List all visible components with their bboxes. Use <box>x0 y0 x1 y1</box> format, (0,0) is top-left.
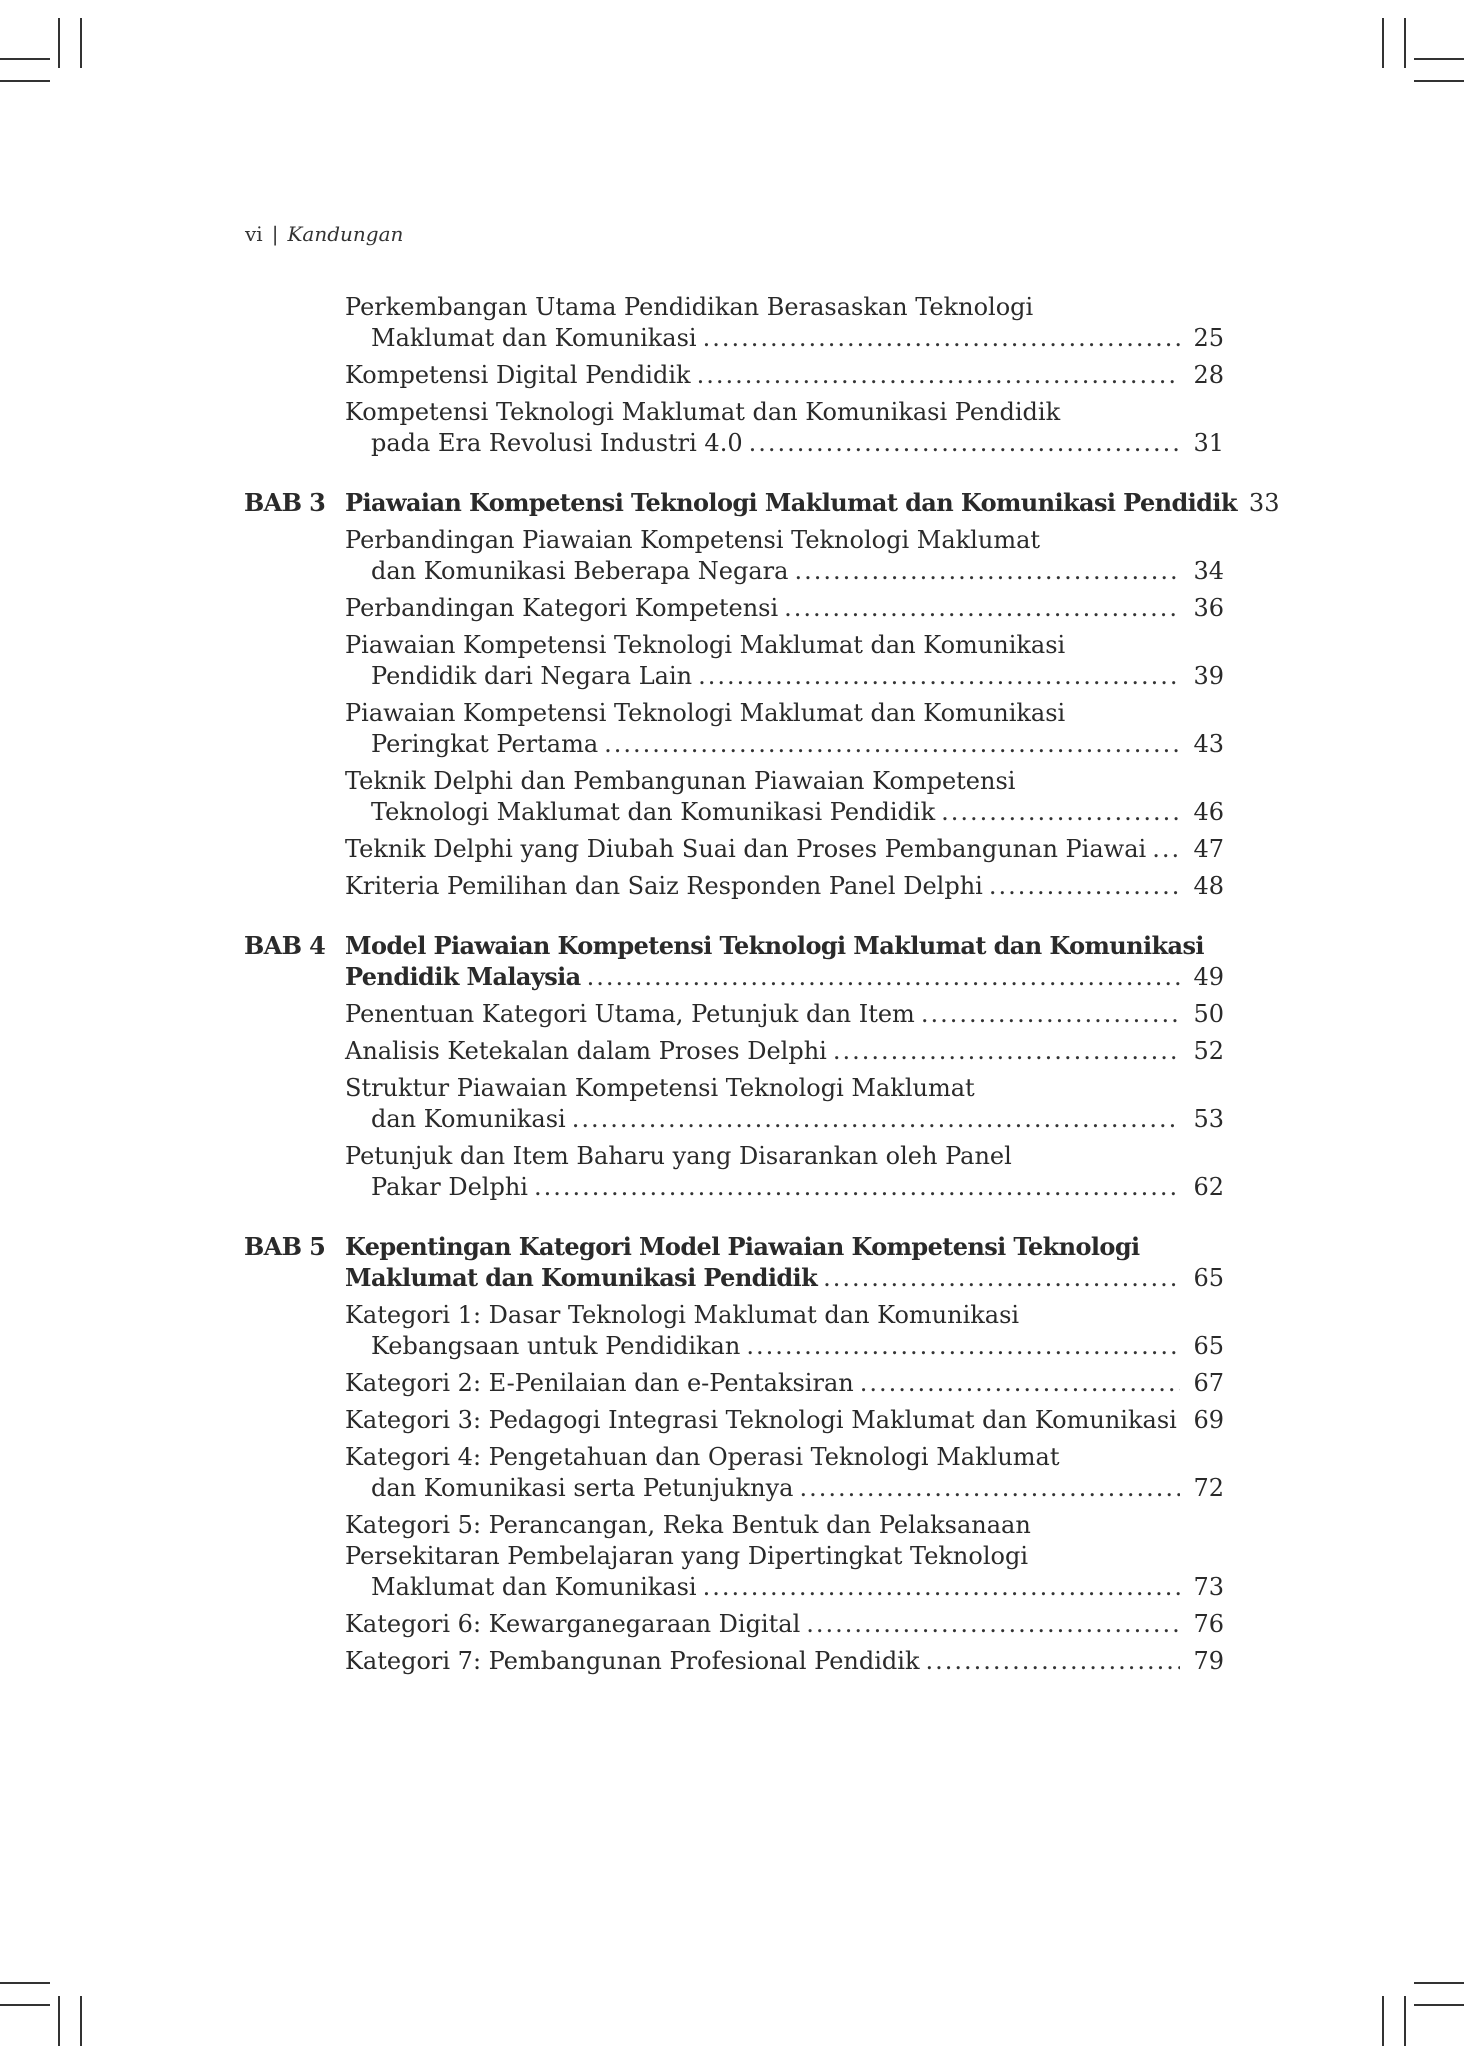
dot-leader <box>703 1572 1180 1603</box>
dot-leader <box>572 1104 1180 1135</box>
page-number: 65 <box>1193 1264 1224 1292</box>
page-number: 62 <box>1193 1173 1224 1201</box>
toc-entry-line: Kompetensi Teknologi Maklumat dan Komunikasi Pendidik <box>345 398 1061 426</box>
toc-entry-line: Kategori 5: Perancangan, Reka Bentuk dan Pelaksanaan <box>345 1511 1031 1539</box>
toc-entry-text: Maklumat dan Komunikasi <box>371 324 697 352</box>
page-number: 69 <box>1193 1406 1224 1434</box>
page-number: 43 <box>1193 730 1224 758</box>
toc-entry-tail <box>244 556 1224 587</box>
page-number: 49 <box>1193 963 1224 991</box>
page-number: 73 <box>1193 1573 1224 1601</box>
page-number: 34 <box>1193 557 1224 585</box>
dot-leader <box>746 1331 1180 1362</box>
toc-entry-tail <box>244 1405 1224 1436</box>
chapter-title-line: Kepentingan Kategori Model Piawaian Kompetensi Teknologi <box>345 1232 1140 1261</box>
chapter-title-text: Pendidik Malaysia <box>345 962 581 991</box>
crop-mark <box>80 1996 82 2046</box>
page-number: 28 <box>1193 361 1224 389</box>
toc-entry-line: Petunjuk dan Item Baharu yang Disarankan oleh Panel <box>345 1142 1012 1170</box>
toc-entry-text: Kategori 3: Pedagogi Integrasi Teknologi Maklumat dan Komunikasi <box>345 1406 1177 1434</box>
toc-entry[interactable] <box>244 292 1224 354</box>
chapter-heading[interactable] <box>244 1231 1224 1294</box>
crop-mark <box>1414 58 1464 60</box>
toc-entry-line: Kategori 4: Pengetahuan dan Operasi Teknologi Maklumat <box>345 1443 1060 1471</box>
toc-entry-line: Struktur Piawaian Kompetensi Teknologi Maklumat <box>345 1074 975 1102</box>
chapter-title-tail <box>244 961 1224 993</box>
crop-mark <box>0 1982 50 1984</box>
crop-mark <box>1414 1982 1464 1984</box>
crop-mark <box>0 2004 50 2006</box>
chapter-heading[interactable] <box>244 487 1280 519</box>
dot-leader <box>698 661 1180 692</box>
page-number: 39 <box>1193 662 1224 690</box>
toc-entry-text: Kategori 7: Pembangunan Profesional Pendidik <box>345 1647 920 1675</box>
chapter-title-tail <box>244 487 1280 519</box>
chapter-title-text: Piawaian Kompetensi Teknologi Maklumat dan Komunikasi Pendidik <box>345 488 1237 517</box>
toc-entry-text: Kebangsaan untuk Pendidikan <box>371 1332 741 1360</box>
toc-entry-tail <box>244 1473 1224 1504</box>
toc-entry-tail <box>244 834 1224 865</box>
dot-leader <box>926 1646 1180 1677</box>
toc-entry-tail <box>244 593 1224 624</box>
chapter-label: BAB 3 <box>244 488 326 517</box>
toc-entry-line: Perkembangan Utama Pendidikan Berasaskan Teknologi <box>345 293 1034 321</box>
page-number: 48 <box>1193 872 1224 900</box>
toc-entry-tail <box>244 797 1224 828</box>
toc-entry[interactable] <box>244 1609 1224 1640</box>
toc-entry-text: pada Era Revolusi Industri 4.0 <box>371 429 743 457</box>
toc-entry-text: Teknologi Maklumat dan Komunikasi Pendidik <box>371 798 936 826</box>
toc-entry[interactable] <box>244 834 1224 865</box>
toc-entry-text: Analisis Ketekalan dalam Proses Delphi <box>345 1037 827 1065</box>
toc-entry[interactable] <box>244 1368 1224 1399</box>
page-number: 76 <box>1193 1610 1224 1638</box>
toc-entry-text: dan Komunikasi <box>371 1105 566 1133</box>
dot-leader <box>823 1263 1180 1294</box>
dot-leader <box>534 1172 1180 1203</box>
toc-entry-text: Pendidik dari Negara Lain <box>371 662 693 690</box>
toc-entry-tail <box>244 1572 1224 1603</box>
dot-leader <box>784 593 1180 624</box>
crop-mark <box>1414 80 1464 82</box>
toc-entry-text: dan Komunikasi Beberapa Negara <box>371 557 789 585</box>
toc-entry-text: Teknik Delphi yang Diubah Suai dan Proses Pembangunan Piawai <box>345 835 1147 863</box>
crop-mark <box>1404 1996 1406 2046</box>
toc-entry[interactable] <box>244 1510 1224 1603</box>
toc-entry[interactable] <box>244 1036 1224 1067</box>
table-of-contents <box>244 292 1280 1683</box>
pre-items <box>244 292 1224 459</box>
crop-mark <box>58 1996 60 2046</box>
page-number: 46 <box>1193 798 1224 826</box>
chapter-section <box>244 1231 1224 1677</box>
page-number: 25 <box>1193 324 1224 352</box>
toc-entry-tail <box>244 1036 1224 1067</box>
page-number: vi <box>245 222 263 246</box>
toc-entry[interactable] <box>244 593 1224 624</box>
dot-leader <box>697 360 1180 391</box>
toc-entry[interactable] <box>244 525 1224 587</box>
page-number: 33 <box>1248 489 1280 517</box>
toc-entry[interactable] <box>244 871 1224 902</box>
toc-entry-tail <box>244 323 1224 354</box>
toc-entry-tail <box>244 1368 1224 1399</box>
running-head <box>245 222 403 246</box>
toc-entry-text: Kriteria Pemilihan dan Saiz Responden Panel Delphi <box>345 872 983 900</box>
toc-entry[interactable] <box>244 1646 1224 1677</box>
toc-entry-tail <box>244 360 1224 391</box>
toc-entry-line: Piawaian Kompetensi Teknologi Maklumat dan Komunikasi <box>345 631 1066 659</box>
toc-entry[interactable] <box>244 360 1224 391</box>
toc-entry-line: Kategori 1: Dasar Teknologi Maklumat dan Komunikasi <box>345 1301 1020 1329</box>
page-number: 53 <box>1193 1105 1224 1133</box>
chapter-title-text: Maklumat dan Komunikasi Pendidik <box>345 1263 818 1292</box>
toc-entry-line: Piawaian Kompetensi Teknologi Maklumat dan Komunikasi <box>345 699 1066 727</box>
crop-mark <box>1382 18 1384 68</box>
dot-leader <box>989 871 1180 902</box>
crop-mark <box>0 80 50 82</box>
toc-entry-text: Pakar Delphi <box>371 1173 528 1201</box>
dot-leader <box>941 797 1180 828</box>
toc-entry-text: Penentuan Kategori Utama, Petunjuk dan Item <box>345 1000 915 1028</box>
chapter-heading[interactable] <box>244 930 1224 993</box>
page-number: 72 <box>1193 1474 1224 1502</box>
crop-mark <box>0 58 50 60</box>
chapter-title-tail <box>244 1262 1224 1294</box>
dot-leader <box>1152 834 1180 865</box>
page-number: 65 <box>1193 1332 1224 1360</box>
dot-leader <box>806 1609 1180 1640</box>
crop-mark <box>1414 2004 1464 2006</box>
page-number: 79 <box>1193 1647 1224 1675</box>
toc-entry-line: Teknik Delphi dan Pembangunan Piawaian Kompetensi <box>345 767 1016 795</box>
dot-leader <box>703 323 1180 354</box>
dot-leader <box>604 729 1180 760</box>
toc-entry[interactable] <box>244 1141 1224 1203</box>
toc-entry-tail <box>244 871 1224 902</box>
separator: | <box>271 222 279 246</box>
chapters <box>244 487 1280 1677</box>
chapter-section <box>244 930 1224 1203</box>
toc-entry[interactable] <box>244 1073 1224 1135</box>
toc-entry-text: Kategori 2: E-Penilaian dan e-Pentaksiran <box>345 1369 854 1397</box>
toc-entry-tail <box>244 1609 1224 1640</box>
crop-mark <box>80 18 82 68</box>
toc-entry[interactable] <box>244 630 1224 692</box>
toc-entry[interactable] <box>244 766 1224 828</box>
chapter-label: BAB 5 <box>244 1232 326 1261</box>
toc-entry[interactable] <box>244 1442 1224 1504</box>
toc-entry-tail <box>244 1331 1224 1362</box>
toc-entry[interactable] <box>244 999 1224 1030</box>
toc-entry-line: Persekitaran Pembelajaran yang Dipertingkat Teknologi <box>345 1542 1029 1570</box>
chapter-label: BAB 4 <box>244 931 326 960</box>
toc-entry[interactable] <box>244 1300 1224 1362</box>
page-number: 67 <box>1193 1369 1224 1397</box>
toc-entry-text: Kategori 6: Kewarganegaraan Digital <box>345 1610 801 1638</box>
toc-entry[interactable] <box>244 397 1224 459</box>
toc-entry-text: Kompetensi Digital Pendidik <box>345 361 691 389</box>
toc-entry-tail <box>244 999 1224 1030</box>
chapter-section <box>244 487 1280 902</box>
dot-leader <box>794 556 1180 587</box>
toc-entry-tail <box>244 661 1224 692</box>
running-title: Kandungan <box>287 222 404 246</box>
page-number: 36 <box>1193 594 1224 622</box>
toc-entry-text: Perbandingan Kategori Kompetensi <box>345 594 779 622</box>
chapter-title-line: Model Piawaian Kompetensi Teknologi Maklumat dan Komunikasi <box>345 931 1204 960</box>
crop-mark <box>1404 18 1406 68</box>
toc-entry-tail <box>244 428 1224 459</box>
page-number: 50 <box>1193 1000 1224 1028</box>
toc-entry-tail <box>244 1172 1224 1203</box>
crop-mark <box>58 18 60 68</box>
dot-leader <box>921 999 1180 1030</box>
dot-leader <box>587 962 1180 993</box>
toc-entry-text: Maklumat dan Komunikasi <box>371 1573 697 1601</box>
dot-leader <box>749 428 1180 459</box>
page-number: 52 <box>1193 1037 1224 1065</box>
toc-entry-text: Peringkat Pertama <box>371 730 599 758</box>
dot-leader <box>833 1036 1180 1067</box>
crop-mark <box>1382 1996 1384 2046</box>
toc-entry-tail <box>244 1646 1224 1677</box>
toc-entry-text: dan Komunikasi serta Petunjuknya <box>371 1474 794 1502</box>
toc-entry-tail <box>244 1104 1224 1135</box>
toc-entry[interactable] <box>244 1405 1224 1436</box>
toc-entry-tail <box>244 729 1224 760</box>
dot-leader <box>860 1368 1180 1399</box>
toc-entry-line: Perbandingan Piawaian Kompetensi Teknologi Maklumat <box>345 526 1041 554</box>
page-number: 47 <box>1193 835 1224 863</box>
toc-entry[interactable] <box>244 698 1224 760</box>
dot-leader <box>799 1473 1180 1504</box>
page-number: 31 <box>1193 429 1224 457</box>
